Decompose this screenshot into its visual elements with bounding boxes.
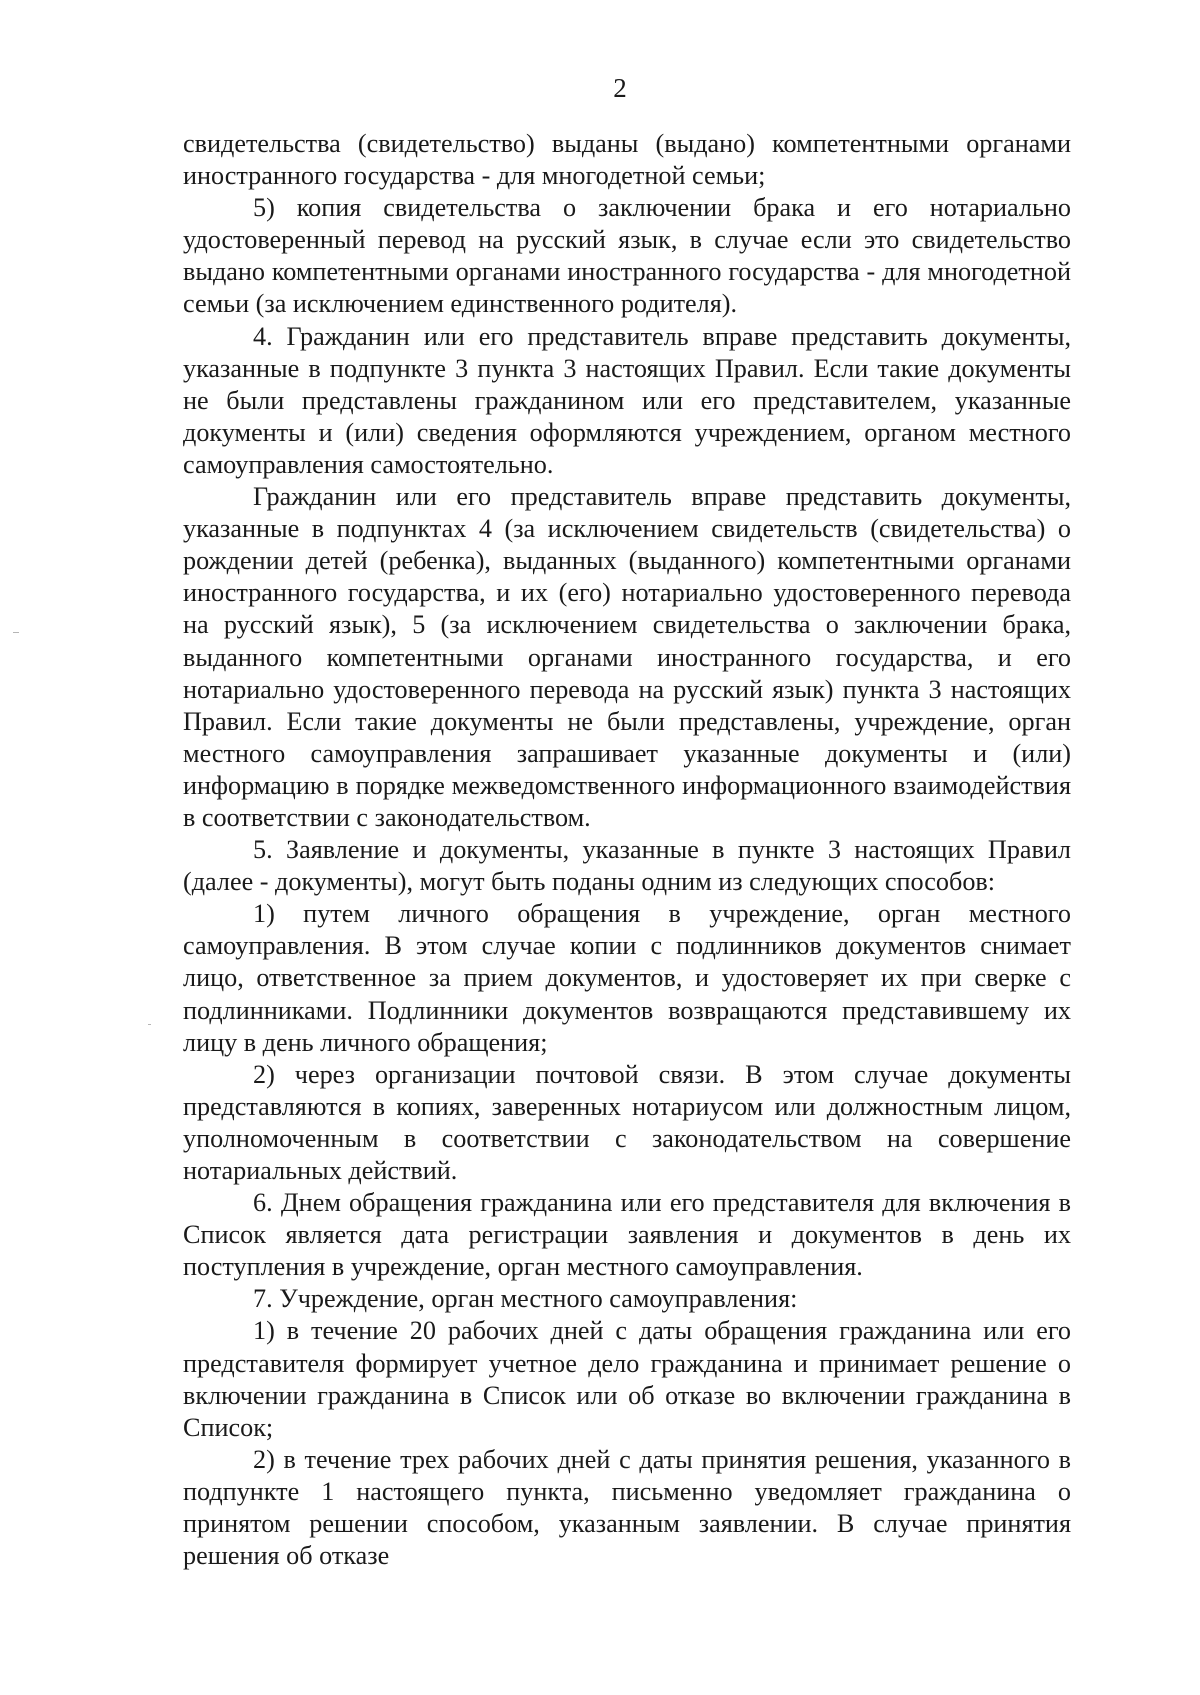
paragraph: 2) в течение трех рабочих дней с даты принятия решения, указанного в подпункте 1 настоящего пункта, письменно уведомляет гражданина о принятом решении способом, указанным заявлении. В случае принятия решения об отказе [183,1444,1071,1571]
page-number: 2 [613,73,627,103]
paragraph: 5. Заявление и документы, указанные в пункте 3 настоящих Правил (далее - документы), могут быть поданы одним из следующих способов: [183,835,1071,897]
paragraph: 1) в течение 20 рабочих дней с даты обращения гражданина или его представителя формирует учетное дело гражданина и принимает решение о включении гражданина в Список или об отказе во включении гражданина в Список; [183,1316,1071,1442]
paragraph: 1) путем личного обращения в учреждение, орган местного самоуправления. В этом случае копии с подлинников документов снимает лицо, ответственное за прием документов, и удостоверяет их при сверке с подлинниками. Подлинники документов возвращаются представившему их лицу в день личного обращения; [183,899,1071,1057]
paragraph: 4. Гражданин или его представитель вправе представить документы, указанные в подпункте 3 пункта 3 настоящих Правил. Если такие документы не были представлены гражданином или его представителем, указанные документы и (или) сведения оформляются учреждением, органом местного самоуправления самостоятельно. [183,321,1071,479]
paragraph: 7. Учреждение, орган местного самоуправления: [253,1284,798,1314]
paragraph: Гражданин или его представитель вправе представить документы, указанные в подпунктах 4 (за исключением свидетельств (свидетельства) о рождении детей (ребенка), выданных (выданного) компетентными органами иностранного государства, и их (его) нотариально удостоверенного перевода на русский язык), 5 (за исключением свидетельства о заключении брака, выданного компетентными органами иностранного государства, и его нотариально удостоверенного перевода на русский язык) пункта 3 настоящих Правил. Если такие документы не были представлены, учреждение, орган местного самоуправления запрашивает указанные документы и (или) информацию в порядке межведомственного информационного взаимодействия в соответствии с законодательством. [183,482,1071,832]
paragraph: 6. Днем обращения гражданина или его представителя для включения в Список является дата регистрации заявления и документов в день их поступления в учреждение, орган местного самоуправления. [183,1188,1071,1282]
paragraph: 2) через организации почтовой связи. В этом случае документы представляются в копиях, заверенных нотариусом или должностным лицом, уполномоченным в соответствии с законодательством на совершение нотариальных действий. [183,1059,1071,1185]
scan-mark [13,632,19,633]
paragraph: 5) копия свидетельства о заключении брака и его нотариально удостоверенный перевод на русский язык, в случае если это свидетельство выдано компетентными органами иностранного государства - для многодетной семьи (за исключением единственного родителя). [183,193,1071,319]
paragraph: свидетельства (свидетельство) выданы (выдано) компетентными органами иностранного государства - для многодетной семьи; [183,129,1071,191]
document-body [183,128,1071,1572]
scan-mark [148,1024,151,1025]
